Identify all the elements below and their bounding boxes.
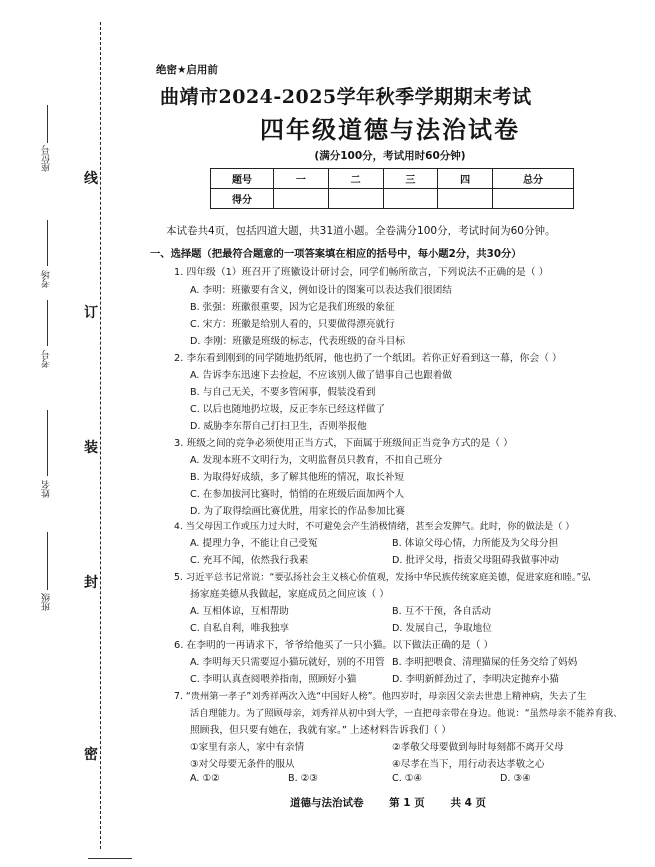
- option: A. 李明：班徽要有含义，例如设计的图案可以表达我们很团结: [190, 285, 452, 296]
- option: A. 发现本班不文明行为，文明监督员只教育，不扣自己班分: [190, 455, 443, 466]
- option: D. 李刚：班徽是班级的标志，代表班级的奋斗目标: [190, 336, 405, 347]
- exam-number-line: [47, 300, 48, 346]
- question-stem: 7. “贵州第一孝子”刘秀祥两次入选“中国好人榜”。他四岁时，母亲因父亲去世患上精神病，失去了生: [174, 691, 587, 702]
- option: A. 李明每天只需要逗小猫玩就好，别的不用管: [190, 657, 385, 668]
- option: A. 提理力争，不能让自己受冤: [190, 538, 318, 549]
- bind-word-xian: 线: [84, 166, 98, 190]
- footer-page: 第 1 页: [389, 797, 425, 809]
- class-line: [47, 532, 48, 590]
- score-input-cell[interactable]: [493, 189, 574, 209]
- statement: ③对父母要无条件的服从: [190, 759, 295, 770]
- question-continuation: 照顾我，但只要有她在，我就有家。” 上述材料告诉我们（ ）: [190, 725, 452, 736]
- question-continuation: 活自理能力。为了照顾母亲，刘秀祥从初中到大学，一直把母亲带在身边。他说：“虽然母亲不能养育我、: [190, 708, 623, 719]
- page-footer: [290, 795, 508, 810]
- class-label: 班级: [42, 593, 52, 611]
- question-stem: 6. 在李明的一再请求下，爷爷给他买了一只小猫。以下做法正确的是（ ）: [174, 640, 494, 651]
- option: D. 批评父母，指责父母阻碍我做事冲动: [392, 555, 559, 566]
- bottom-rule: [88, 858, 132, 859]
- exam-room-line: [47, 220, 48, 266]
- bind-word-mi: 密: [84, 742, 98, 766]
- statement: ②孝敬父母要做到每时每刻都不离开父母: [392, 742, 564, 753]
- binding-dashed-line: [100, 22, 101, 849]
- answer-choice: C. ①④: [392, 773, 422, 784]
- score-cell: 题号: [211, 169, 274, 189]
- footer-subject: 道德与法治试卷: [290, 797, 364, 809]
- option: D. 李明新鲜劲过了，李明决定抛弃小猫: [392, 674, 559, 685]
- answer-choice: D. ③④: [500, 773, 531, 784]
- option: C. 宋方：班徽是给别人看的，只要做得漂亮就行: [190, 319, 395, 330]
- score-input-cell[interactable]: [328, 189, 383, 209]
- question-stem: 2. 李东看到刚到的同学随地扔纸屑，他也扔了一个纸团。若你正好看到这一幕，你会（ ）: [174, 353, 562, 364]
- option: A. 告诉李东迅速下去捡起，不应该别人做了错事自己也跟着做: [190, 370, 452, 381]
- seat-number-line: [47, 105, 48, 143]
- score-note: (满分100分，考试用时60分钟): [314, 150, 466, 162]
- option: D. 威胁李东帮自己打扫卫生，否则举报他: [190, 421, 367, 432]
- score-cell: 总分: [493, 169, 574, 189]
- exam-title: 曲靖市2024-2025学年秋季学期期末考试: [160, 86, 532, 108]
- option: D. 发展自己，争取地位: [392, 623, 492, 634]
- section-heading: 一、选择题（把最符合题意的一项答案填在相应的括号中，每小题2分，共30分）: [150, 248, 522, 260]
- footer-total: 共 4 页: [450, 797, 487, 809]
- question-stem: 3. 班级之间的竞争必须使用正当方式，下面属于班级间正当竞争方式的是（ ）: [174, 438, 513, 449]
- option: B. 张强：班徽很重要，因为它是我们班级的象征: [190, 302, 395, 313]
- bind-word-ding: 订: [84, 300, 98, 324]
- score-cell: 得分: [211, 189, 274, 209]
- option: C. 在参加拔河比赛时，悄悄的在班级后面加两个人: [190, 489, 405, 500]
- question-stem: 4. 当父母因工作或压力过大时，不可避免会产生消极情绪，甚至会发脾气。此时，你的做法是（ ）: [174, 521, 575, 532]
- option: C. 自私自利，唯我独享: [190, 623, 290, 634]
- seat-number-label: 座位号: [42, 145, 52, 172]
- score-table-score-row: [211, 189, 574, 209]
- bind-word-feng: 封: [84, 570, 98, 594]
- score-input-cell[interactable]: [438, 189, 493, 209]
- question-stem: 5. 习近平总书记常说：“要弘扬社会主义核心价值观，发扬中华民族传统家庭美德，促进家庭和睦。”弘: [174, 572, 591, 583]
- option: B. 互不干预，各自活动: [392, 606, 492, 617]
- secret-mark: 绝密★启用前: [156, 64, 218, 76]
- name-label: 姓名: [42, 480, 52, 498]
- score-input-cell[interactable]: [383, 189, 438, 209]
- option: C. 充耳不闻，依然我行我素: [190, 555, 309, 566]
- exam-room-label: 考场: [42, 270, 52, 288]
- option: B. 体谅父母心情，力所能及为父母分担: [392, 538, 559, 549]
- score-cell: 四: [438, 169, 493, 189]
- exam-intro: 本试卷共4页，包括四道大题，共31道小题。全卷满分100分，考试时间为60分钟。: [166, 225, 556, 237]
- score-table: [210, 168, 574, 209]
- score-cell: 二: [328, 169, 383, 189]
- score-table-header-row: [211, 169, 574, 189]
- option: C. 以后也随地扔垃圾，反正李东已经这样做了: [190, 404, 386, 415]
- score-cell: 一: [274, 169, 329, 189]
- name-line: [47, 410, 48, 476]
- question-stem: 1. 四年级（1）班召开了班徽设计研讨会，同学们畅所欲言，下列说法不正确的是（ ）: [174, 267, 549, 278]
- option: A. 互相体谅，互相帮助: [190, 606, 289, 617]
- option: B. 李明把喂食、清理猫屎的任务交给了妈妈: [392, 657, 578, 668]
- score-input-cell[interactable]: [274, 189, 329, 209]
- statement: ①家里有亲人，家中有亲情: [190, 742, 305, 753]
- option: B. 为取得好成绩，多了解其他班的情况，取长补短: [190, 472, 405, 483]
- bind-word-zhuang: 装: [84, 435, 98, 459]
- option: D. 为了取得绘画比赛优胜，用家长的作品参加比赛: [190, 506, 405, 517]
- question-continuation: 扬家庭美德从我做起，家庭成员之间应该（ ）: [190, 589, 390, 600]
- exam-number-label: 考号: [42, 350, 52, 368]
- answer-choice: B. ②③: [288, 773, 318, 784]
- score-cell: 三: [383, 169, 438, 189]
- statement: ④尽孝在当下，用行动表达孝敬之心: [392, 759, 545, 770]
- answer-choice: A. ①②: [190, 773, 220, 784]
- option: B. 与自己无关，不要多管闲事，假装没看到: [190, 387, 376, 398]
- option: C. 李明认真查阅喂养指南，照顾好小猫: [190, 674, 357, 685]
- subject-title: 四年级道德与法治试卷: [260, 115, 520, 144]
